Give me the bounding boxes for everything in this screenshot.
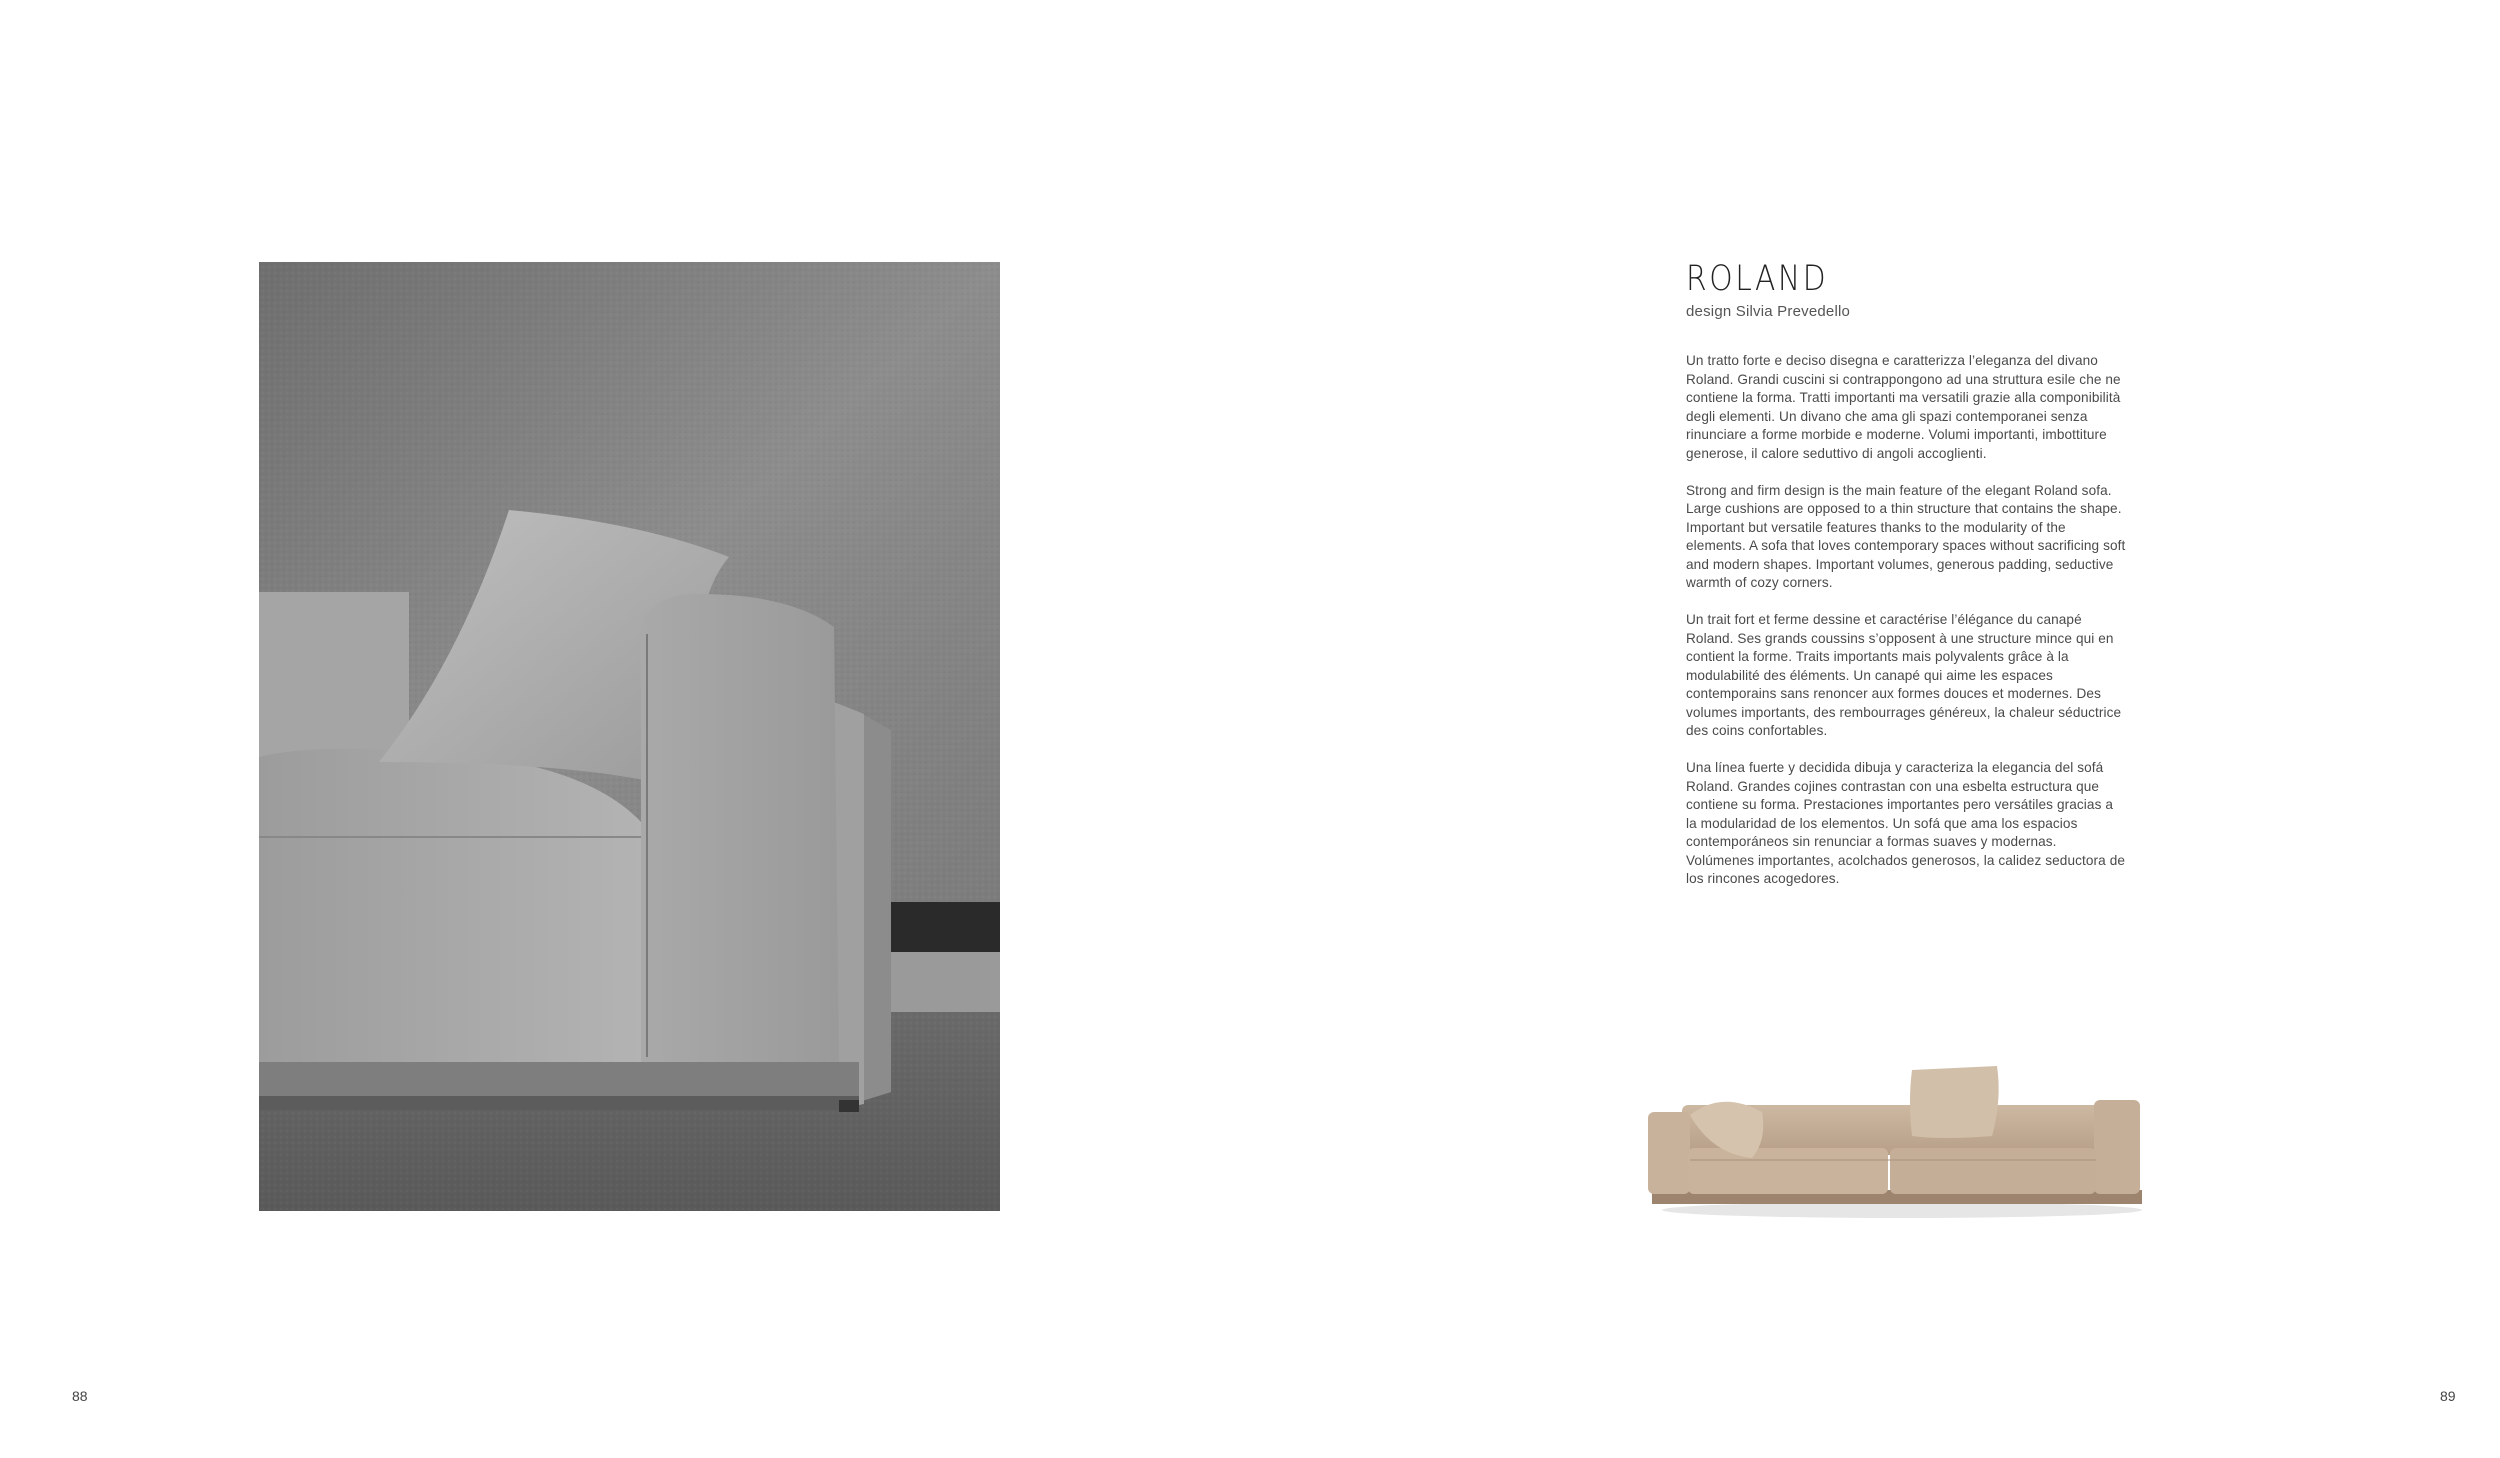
sofa-product-illustration — [1612, 1040, 2182, 1250]
page-number-right: 89 — [2440, 1388, 2456, 1404]
description-spanish: Una línea fuerte y decidida dibuja y caracteriza la elegancia del sofá Roland. Grandes cojines contrastan con una esbelta estructura que contiene su forma. Prestaciones importantes pero versátiles gracias a la modularidad de los elementos. Un sofá que ama los espacios contemporáneos sin renunciar a formas suaves y modernas. Volúmenes importantes, acolchados generosos, la calidez seductora de los rincones acogedores. — [1686, 760, 2126, 886]
product-description — [1686, 352, 2126, 907]
description-french: Un trait fort et ferme dessine et caractérise l’élégance du canapé Roland. Ses grands coussins s’opposent à une structure mince qui en contient la forme. Traits importants mais polyvalents grâce à la modulabilité des éléments. Un canapé qui aime les espaces contemporains sans renoncer aux formes douces et modernes. Des volumes importants, des rembourrages généreux, la chaleur séductrice des coins confortables. — [1686, 612, 2122, 738]
sofa-detail-photo — [259, 262, 1000, 1211]
description-english: Strong and firm design is the main feature of the elegant Roland sofa. Large cushions are opposed to a thin structure that contains the shape. Important but versatile features thanks to the modularity of the elements. A sofa that loves contemporary spaces without sacrificing soft and modern shapes. Important volumes, generous padding, seductive warmth of cozy corners. — [1686, 482, 2126, 590]
sofa-product-image — [1612, 1040, 2182, 1250]
product-heading — [1686, 259, 2126, 320]
description-italian: Un tratto forte e deciso disegna e caratterizza l’eleganza del divano Roland. Grandi cuscini si contrappongono ad una struttura esile che ne contiene la forma. Tratti importanti ma versatili grazie alla componibilità degli elementi. Un divano che ama gli spazi contemporanei senza rinunciare a forme morbide e moderne. Volumi importanti, imbottiture generose, il calore seduttivo di angoli accoglienti. — [1686, 353, 2121, 461]
product-title: ROLAND — [1686, 259, 1829, 299]
designer-credit: design Silvia Prevedello — [1686, 303, 1851, 320]
sofa-detail-illustration — [259, 262, 1000, 1211]
page-number-left: 88 — [72, 1388, 88, 1404]
